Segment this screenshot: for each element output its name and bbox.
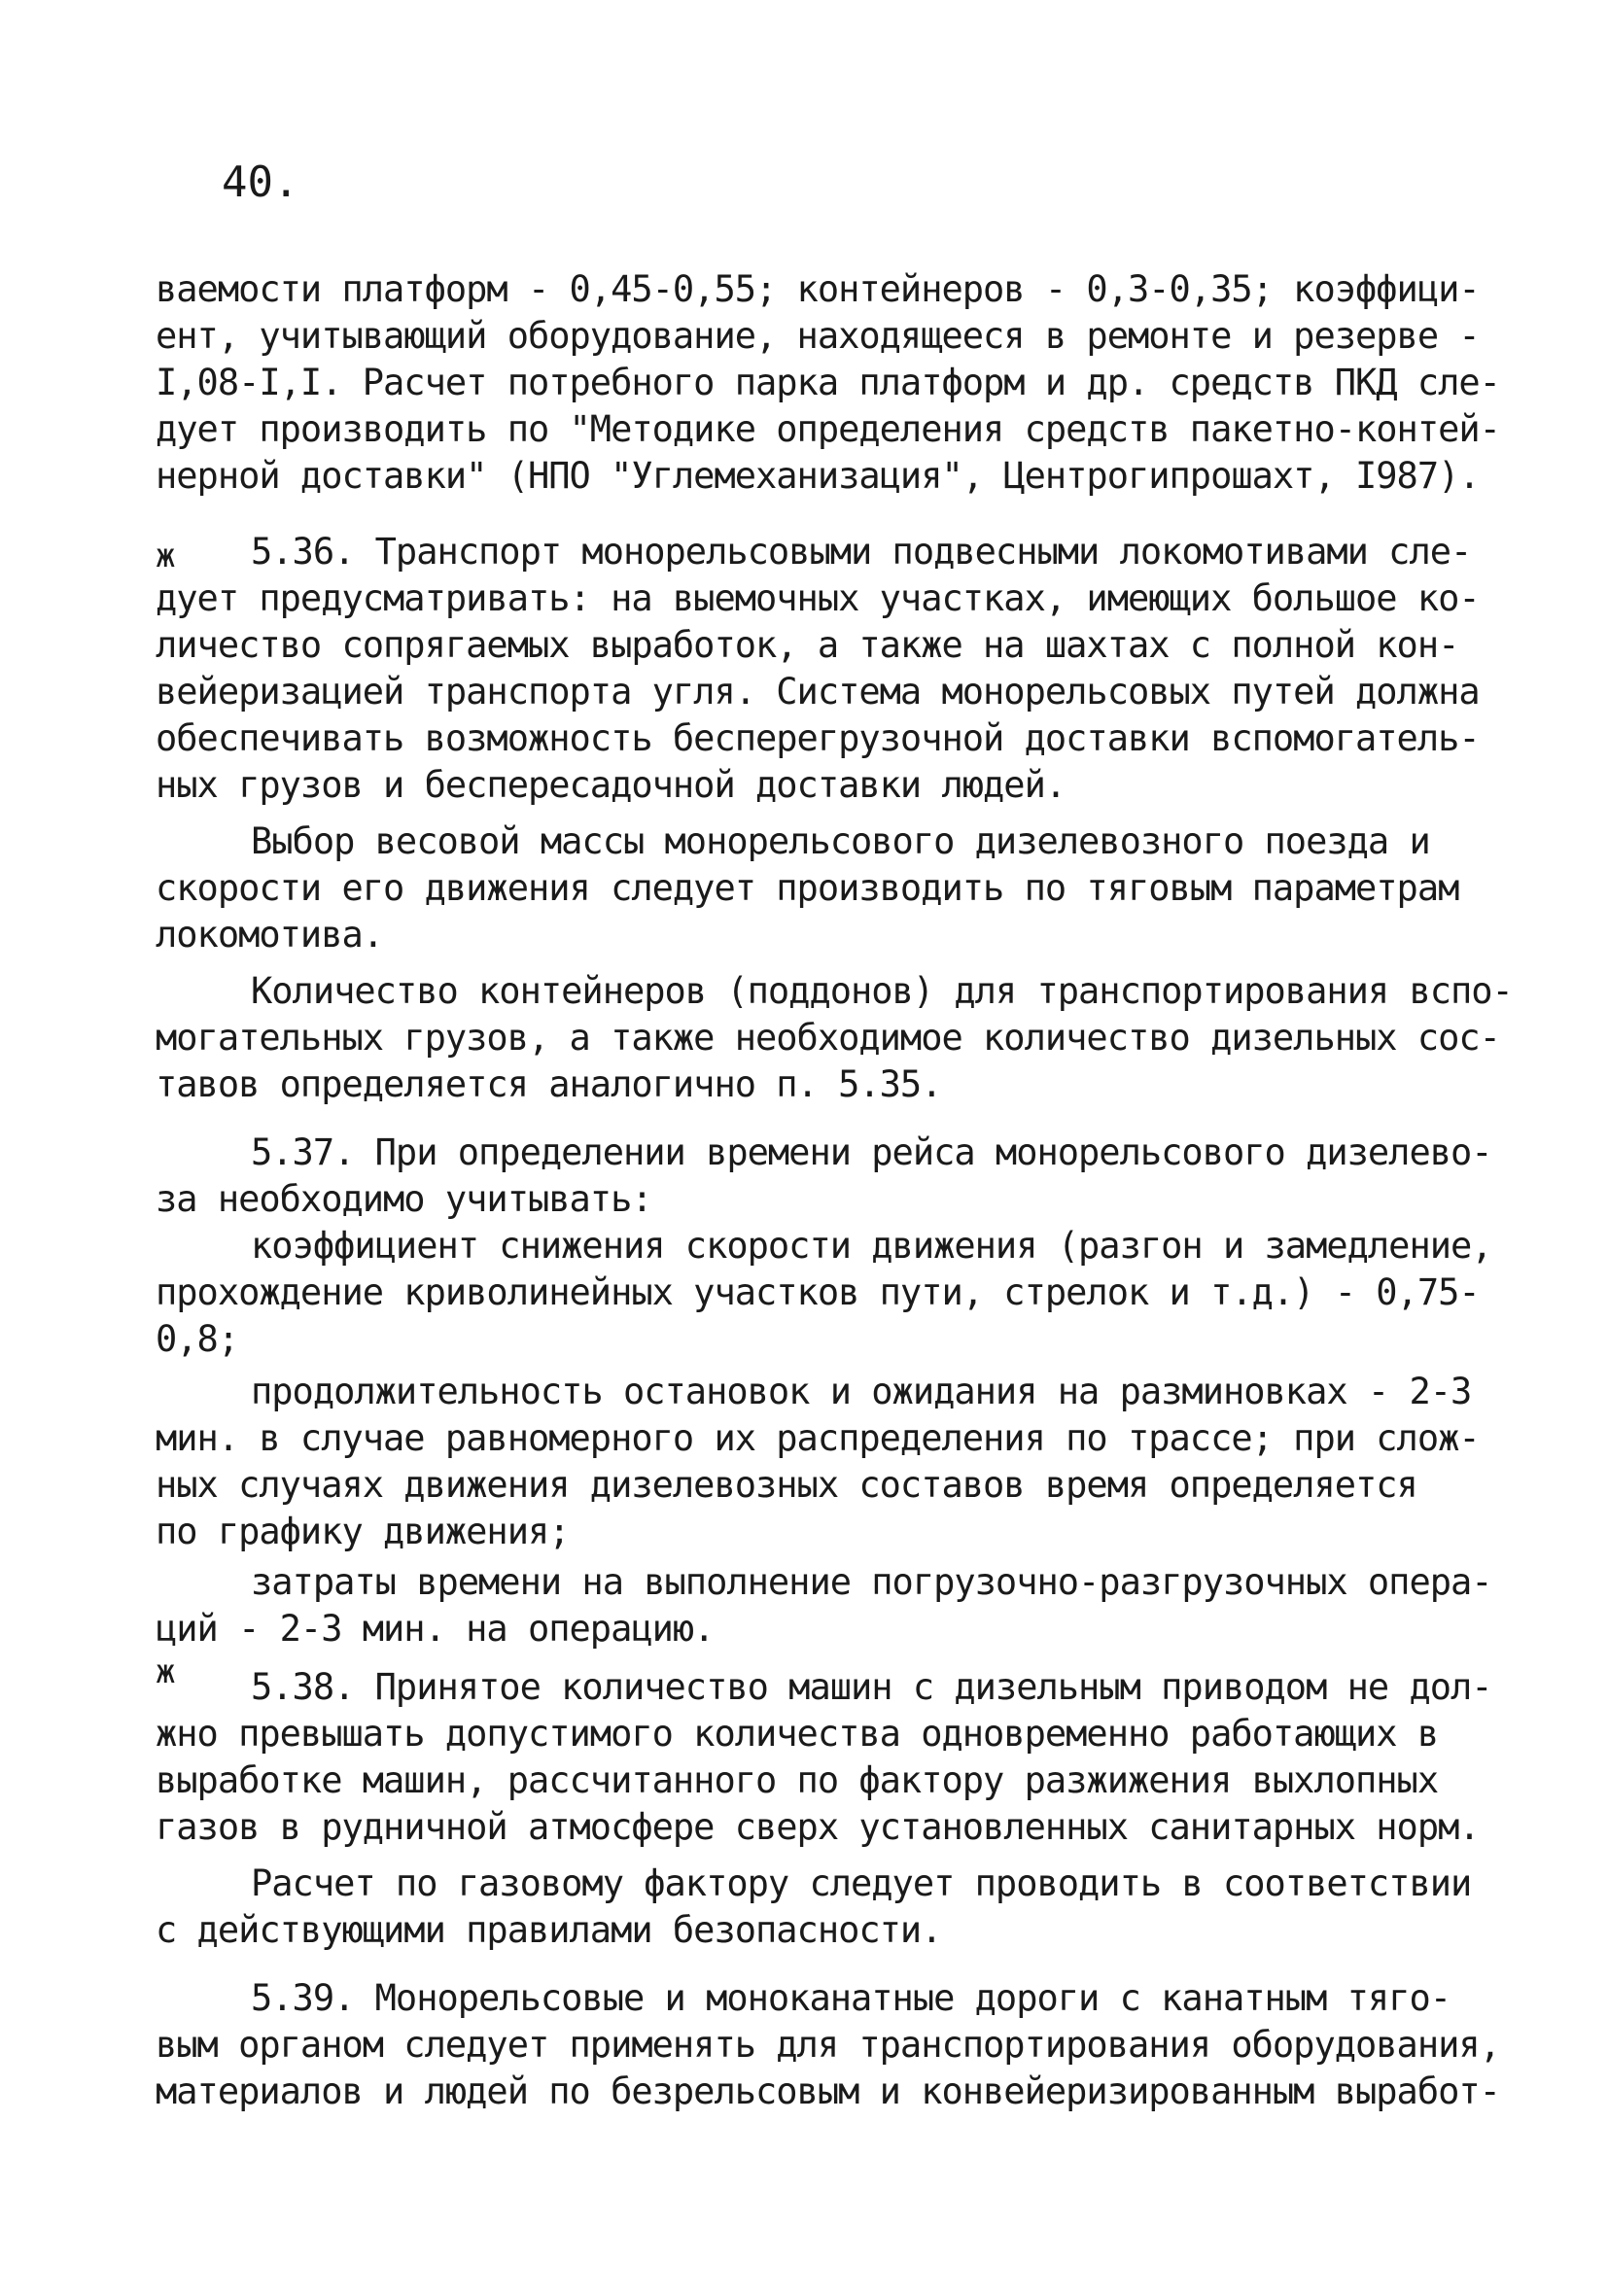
text-line: прохождение криволинейных участков пути, стрелок и т.д.) - 0,75- bbox=[156, 1271, 1480, 1313]
text-line: мин. в случае равномерного их распределения по трассе; при слож- bbox=[156, 1417, 1480, 1459]
text-line: Количество контейнеров (поддонов) для транспортирования вспо- bbox=[251, 970, 1513, 1012]
text-line: дует предусматривать: на выемочных участках, имеющих большое ко- bbox=[156, 577, 1480, 619]
text-line: газов в рудничной атмосфере сверх установленных санитарных норм. bbox=[156, 1806, 1480, 1848]
text-line: 5.39. Монорельсовые и моноканатные дороги с канатным тяго- bbox=[251, 1977, 1451, 2019]
text-line: дует производить по "Методике определения средств пакетно-контей- bbox=[156, 408, 1500, 450]
text-line: материалов и людей по безрельсовым и конвейеризированным выработ- bbox=[156, 2070, 1500, 2112]
text-line: Выбор весовой массы монорельсового дизелевозного поезда и bbox=[251, 820, 1430, 862]
text-line: по графику движения; bbox=[156, 1511, 570, 1552]
text-line: продолжительность остановок и ожидания на разминовках - 2-3 bbox=[251, 1371, 1472, 1412]
margin-marker: ж bbox=[156, 1652, 176, 1691]
text-line: нерной доставки" (НПО "Углемеханизация", Центрогипрошахт, I987). bbox=[156, 455, 1480, 497]
text-line: обеспечивать возможность бесперегрузочной доставки вспомогатель- bbox=[156, 717, 1480, 759]
text-line: ент, учитывающий оборудование, находящееся в ремонте и резерве - bbox=[156, 315, 1480, 357]
text-line: за необходимо учитывать: bbox=[156, 1178, 652, 1220]
text-line: с действующими правилами безопасности. bbox=[156, 1909, 942, 1951]
text-line: 5.37. При определении времени рейса монорельсового дизелево- bbox=[251, 1131, 1492, 1173]
text-line: ных случаях движения дизелевозных составов время определяется bbox=[156, 1464, 1417, 1506]
text-line: ных грузов и беспересадочной доставки людей. bbox=[156, 764, 1066, 806]
text-line: ваемости платформ - 0,45-0,55; контейнеров - 0,3-0,35; коэффици- bbox=[156, 268, 1480, 310]
text-line: ций - 2-3 мин. на операцию. bbox=[156, 1608, 715, 1650]
text-line: локомотива. bbox=[156, 914, 384, 956]
text-line: I,08-I,I. Расчет потребного парка платформ и др. средств ПКД сле- bbox=[156, 362, 1500, 403]
text-line: жно превышать допустимого количества одновременно работающих в bbox=[156, 1713, 1439, 1755]
margin-marker: ж bbox=[156, 537, 176, 575]
text-line: коэффициент снижения скорости движения (разгон и замедление, bbox=[251, 1225, 1492, 1267]
text-line: Расчет по газовому фактору следует проводить в соответствии bbox=[251, 1862, 1472, 1904]
page-number: 40. bbox=[222, 157, 299, 207]
text-line: 5.36. Транспорт монорельсовыми подвесными локомотивами сле- bbox=[251, 531, 1472, 573]
text-line: вейеризацией транспорта угля. Система монорельсовых путей должна bbox=[156, 671, 1480, 713]
text-line: вым органом следует применять для транспортирования оборудования, bbox=[156, 2024, 1500, 2066]
text-line: тавов определяется аналогично п. 5.35. bbox=[156, 1063, 942, 1105]
text-line: выработке машин, рассчитанного по фактору разжижения выхлопных bbox=[156, 1759, 1439, 1801]
text-line: 0,8; bbox=[156, 1318, 239, 1360]
text-line: затраты времени на выполнение погрузочно-разгрузочных опера- bbox=[251, 1561, 1492, 1603]
text-line: личество сопрягаемых выработок, а также на шахтах с полной кон- bbox=[156, 624, 1459, 666]
text-line: могательных грузов, а также необходимое количество дизельных сос- bbox=[156, 1017, 1500, 1059]
text-line: скорости его движения следует производить по тяговым параметрам bbox=[156, 867, 1459, 909]
text-line: 5.38. Принятое количество машин с дизельным приводом не дол- bbox=[251, 1666, 1492, 1708]
